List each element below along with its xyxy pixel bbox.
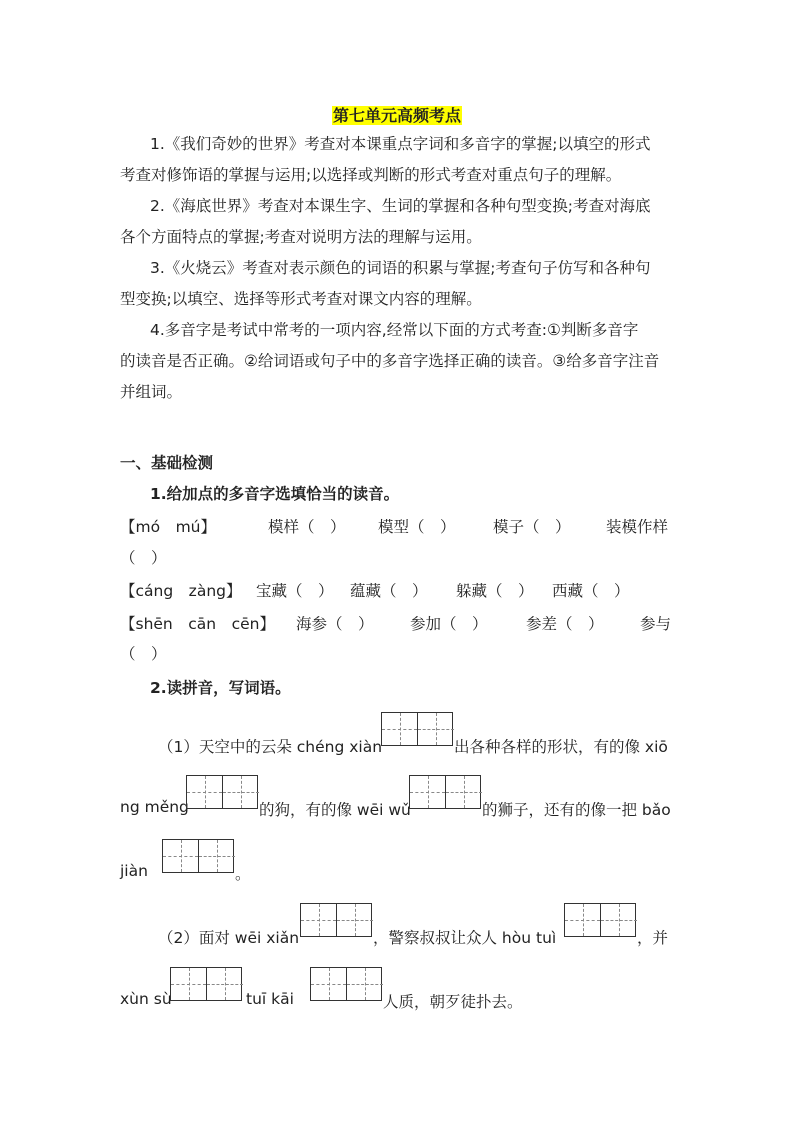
char-cell[interactable] [347,968,383,1000]
q1-row1-word3[interactable]: 模子（ ） [493,518,571,536]
char-cell[interactable] [301,904,337,936]
q1-row2-word1[interactable]: 宝藏（ ） [256,582,334,600]
section-heading: 一、基础检测 [120,454,214,472]
char-cell[interactable] [565,904,601,936]
point-2-line-2: 各个方面特点的掌握;考查对说明方法的理解与运用。 [120,228,482,246]
writing-box-xunsu[interactable] [170,967,242,1001]
point-1-line-2: 考查对修饰语的掌握与运用;以选择或判断的形式考查对重点句子的理解。 [120,166,622,184]
q2-s2-text-a: （2）面对 wēi xiǎn [158,929,300,947]
char-cell[interactable] [382,713,418,745]
writing-box-houtui[interactable] [564,903,636,937]
writing-box-chengxian[interactable] [381,712,453,746]
q1-row3-word3[interactable]: 参差（ ） [526,615,604,633]
q1-row3-pinyin: 【shēn cān cēn】 [120,615,275,633]
point-4-line-2: 的读音是否正确。②给词语或句子中的多音字选择正确的读音。③给多音字注音 [120,352,660,370]
q1-row1-word4[interactable]: 装模作样 [606,518,669,536]
q1-row3-word1[interactable]: 海参（ ） [296,615,374,633]
char-cell[interactable] [187,776,223,808]
char-cell[interactable] [207,968,243,1000]
title-text: 第七单元高频考点 [332,106,461,125]
q1-row3-word2[interactable]: 参加（ ） [410,615,488,633]
q1-row1-word2[interactable]: 模型（ ） [378,518,456,536]
q2-s1-text-e: 的狮子，还有的像一把 bǎo [482,801,671,819]
q2-s1-text-g: 。 [235,865,251,883]
char-cell[interactable] [601,904,637,936]
point-4-line-1: 4.多音字是考试中常考的一项内容,经常以下面的方式考查:①判断多音字 [150,321,639,339]
writing-box-xiongmeng[interactable] [186,775,258,809]
q1-row2-word4[interactable]: 西藏（ ） [552,582,630,600]
q1-row2-word3[interactable]: 躲藏（ ） [456,582,534,600]
q1-row1-pinyin: 【mó mú】 [120,518,217,536]
q1-row1-tail[interactable]: （ ） [120,549,167,567]
q1-row2-word2[interactable]: 蕴藏（ ） [350,582,428,600]
writing-box-weixian[interactable] [300,903,372,937]
char-cell[interactable] [199,840,235,872]
char-cell[interactable] [418,713,454,745]
q1-row1-word1[interactable]: 模样（ ） [268,518,346,536]
char-cell[interactable] [163,840,199,872]
q2-s1-text-f: jiàn [120,862,148,880]
q2-heading: 2.读拼音，写词语。 [150,679,291,697]
point-4-line-3: 并组词。 [120,383,183,401]
q1-heading: 1.给加点的多音字选填恰当的读音。 [150,485,400,503]
q2-s1-text-b: 出各种各样的形状，有的像 xiō [454,738,668,756]
q2-s2-text-b: ，警察叔叔让众人 hòu tuì [373,929,557,947]
writing-box-tuikai[interactable] [310,967,382,1001]
point-2-line-1: 2.《海底世界》考查对本课生字、生词的掌握和各种句型变换;考查对海底 [150,197,651,215]
char-cell[interactable] [337,904,373,936]
point-1-line-1: 1.《我们奇妙的世界》考查对本课重点字词和多音字的掌握;以填空的形式 [150,135,651,153]
q2-s2-text-e: tuī kāi [246,990,294,1008]
point-3-line-2: 型变换;以填空、选择等形式考查对课文内容的理解。 [120,290,482,308]
q1-row3-word4[interactable]: 参与 [640,615,672,633]
writing-box-baojian[interactable] [162,839,234,873]
q1-row3-tail[interactable]: （ ） [120,645,167,663]
q2-s2-text-f: 人质，朝歹徒扑去。 [383,993,523,1011]
q2-s1-text-a: （1）天空中的云朵 chéng xiàn [158,738,383,756]
point-3-line-1: 3.《火烧云》考查对表示颜色的词语的积累与掌握;考查句子仿写和各种句 [150,259,651,277]
char-cell[interactable] [223,776,259,808]
char-cell[interactable] [446,776,482,808]
char-cell[interactable] [171,968,207,1000]
char-cell[interactable] [311,968,347,1000]
q2-s1-text-d: 的狗，有的像 wēi wǔ [259,801,411,819]
q2-s1-text-c: ng měng [120,798,189,816]
writing-box-weiwu[interactable] [409,775,481,809]
key-points [120,129,680,408]
page-title [0,103,794,126]
char-cell[interactable] [410,776,446,808]
q2-s2-text-d: xùn sù [120,990,172,1008]
q1-row2-pinyin: 【cáng zàng】 [120,582,242,600]
q2-s2-text-c: ，并 [637,929,669,947]
